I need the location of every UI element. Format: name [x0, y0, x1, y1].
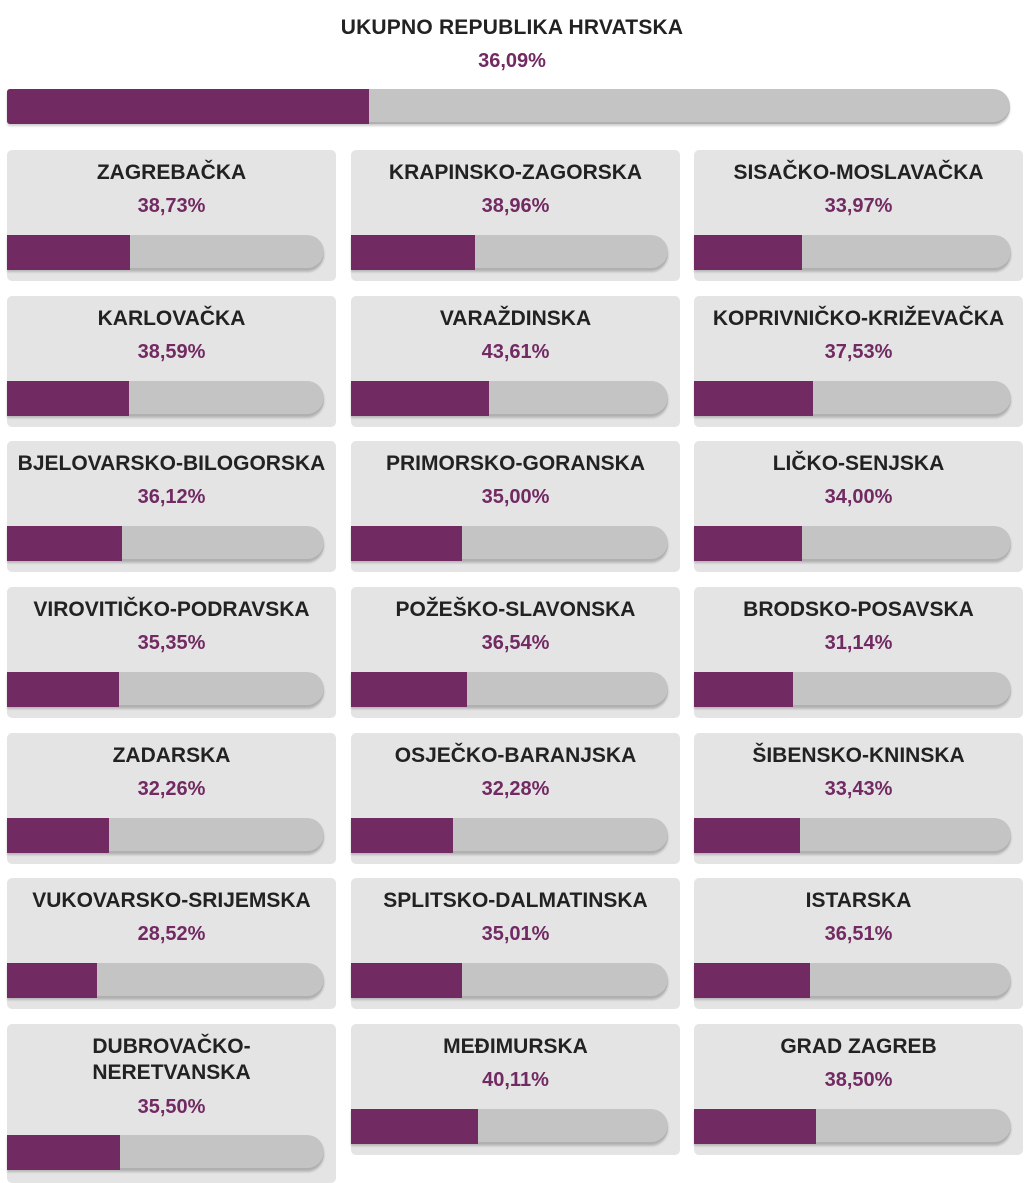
- total-percent: 36,09%: [478, 50, 546, 72]
- county-card: [7, 587, 336, 718]
- county-card: [694, 441, 1023, 572]
- county-progress-bar: [351, 381, 668, 416]
- county-name: GRAD ZAGREB: [780, 1035, 937, 1058]
- county-progress-fill: [694, 235, 802, 270]
- county-progress-fill: [351, 381, 489, 416]
- county-progress-fill: [7, 1135, 120, 1170]
- county-card: [351, 733, 680, 864]
- county-percent: 35,50%: [137, 1096, 206, 1118]
- county-progress-bar: [7, 672, 324, 707]
- county-name: VARAŽDINSKA: [439, 307, 592, 330]
- county-percent: 38,96%: [481, 195, 550, 217]
- county-progress-bar: [694, 235, 1011, 270]
- county-progress-fill: [351, 672, 467, 707]
- county-percent: 32,28%: [481, 778, 550, 800]
- county-percent: 37,53%: [824, 341, 893, 363]
- county-progress-fill: [7, 963, 97, 998]
- county-progress-bar: [7, 818, 324, 853]
- county-progress-bar: [694, 963, 1011, 998]
- county-percent: 36,12%: [137, 486, 206, 508]
- county-progress-fill: [694, 672, 793, 707]
- county-progress-fill: [7, 235, 130, 270]
- county-progress-bar: [7, 526, 324, 561]
- county-name: SPLITSKO-DALMATINSKA: [383, 889, 648, 912]
- county-name: [15, 1034, 328, 1086]
- county-percent: 35,00%: [481, 486, 550, 508]
- county-progress-fill: [351, 818, 453, 853]
- county-progress-bar: [694, 526, 1011, 561]
- county-card: [7, 150, 336, 281]
- county-progress-fill: [7, 381, 129, 416]
- county-name: BJELOVARSKO-BILOGORSKA: [17, 452, 326, 475]
- county-percent: 38,59%: [137, 341, 206, 363]
- county-card: [694, 878, 1023, 1009]
- county-percent: 35,01%: [481, 923, 550, 945]
- county-progress-bar: [351, 818, 668, 853]
- county-progress-bar: [351, 672, 668, 707]
- county-card: [694, 587, 1023, 718]
- county-progress-bar: [351, 235, 668, 270]
- county-name: SISAČKO-MOSLAVAČKA: [733, 161, 984, 184]
- county-card: [351, 150, 680, 281]
- county-progress-bar: [7, 1135, 324, 1170]
- county-card: [7, 878, 336, 1009]
- county-percent: 36,51%: [824, 923, 893, 945]
- county-progress-fill: [694, 526, 802, 561]
- county-name: VIROVITIČKO-PODRAVSKA: [33, 598, 310, 621]
- county-name: LIČKO-SENJSKA: [772, 452, 945, 475]
- county-card: [7, 1024, 336, 1183]
- county-progress-bar: [351, 1109, 668, 1144]
- county-percent: 36,54%: [481, 632, 550, 654]
- county-percent: 32,26%: [137, 778, 206, 800]
- county-percent: 28,52%: [137, 923, 206, 945]
- county-card: [694, 150, 1023, 281]
- county-name: OSJEČKO-BARANJSKA: [394, 744, 637, 767]
- county-progress-bar: [7, 963, 324, 998]
- county-card: [351, 441, 680, 572]
- county-percent: 33,97%: [824, 195, 893, 217]
- county-progress-fill: [694, 1109, 816, 1144]
- county-percent: 38,50%: [824, 1069, 893, 1091]
- county-progress-bar: [7, 235, 324, 270]
- county-name: ZAGREBAČKA: [96, 161, 247, 184]
- county-name: ZADARSKA: [112, 744, 231, 767]
- county-card: [694, 733, 1023, 864]
- total-progress-fill: [7, 89, 369, 124]
- county-progress-bar: [351, 526, 668, 561]
- county-percent: 33,43%: [824, 778, 893, 800]
- county-card: [694, 296, 1023, 427]
- county-progress-fill: [351, 235, 475, 270]
- county-card: [351, 878, 680, 1009]
- county-progress-bar: [694, 818, 1011, 853]
- county-card: [7, 733, 336, 864]
- county-name: POŽEŠKO-SLAVONSKA: [395, 598, 636, 621]
- county-progress-bar: [694, 381, 1011, 416]
- county-name-line: DUBROVAČKO-: [92, 1035, 251, 1058]
- county-name: ŠIBENSKO-KNINSKA: [752, 744, 965, 767]
- county-name: KOPRIVNIČKO-KRIŽEVAČKA: [712, 307, 1005, 330]
- total-progress-bar: [7, 89, 1010, 124]
- county-card: [351, 587, 680, 718]
- county-name: BRODSKO-POSAVSKA: [743, 598, 974, 621]
- county-percent: 31,14%: [824, 632, 893, 654]
- county-progress-bar: [694, 1109, 1011, 1144]
- county-progress-bar: [694, 672, 1011, 707]
- county-card: [351, 1024, 680, 1155]
- county-percent: 43,61%: [481, 341, 550, 363]
- county-percent: 38,73%: [137, 195, 206, 217]
- county-name: VUKOVARSKO-SRIJEMSKA: [32, 889, 311, 912]
- county-progress-fill: [7, 672, 119, 707]
- county-progress-fill: [694, 818, 800, 853]
- county-card: [7, 441, 336, 572]
- county-card: [694, 1024, 1023, 1155]
- county-card: [351, 296, 680, 427]
- county-progress-fill: [351, 526, 462, 561]
- county-progress-fill: [7, 526, 122, 561]
- county-percent: 35,35%: [137, 632, 206, 654]
- county-percent: 40,11%: [482, 1069, 549, 1091]
- county-card: [7, 296, 336, 427]
- county-percent: 34,00%: [824, 486, 893, 508]
- county-progress-fill: [694, 381, 813, 416]
- county-name: ISTARSKA: [805, 889, 912, 912]
- county-progress-bar: [7, 381, 324, 416]
- county-progress-fill: [694, 963, 810, 998]
- county-name-line: NERETVANSKA: [92, 1061, 251, 1084]
- county-progress-fill: [7, 818, 109, 853]
- county-progress-fill: [351, 1109, 478, 1144]
- total-title: UKUPNO REPUBLIKA HRVATSKA: [340, 16, 684, 39]
- county-progress-bar: [351, 963, 668, 998]
- county-name: KRAPINSKO-ZAGORSKA: [388, 161, 643, 184]
- total-summary: [0, 0, 1024, 140]
- county-name: KARLOVAČKA: [97, 307, 246, 330]
- county-name: PRIMORSKO-GORANSKA: [385, 452, 645, 475]
- county-name: MEĐIMURSKA: [443, 1035, 588, 1058]
- county-progress-fill: [351, 963, 462, 998]
